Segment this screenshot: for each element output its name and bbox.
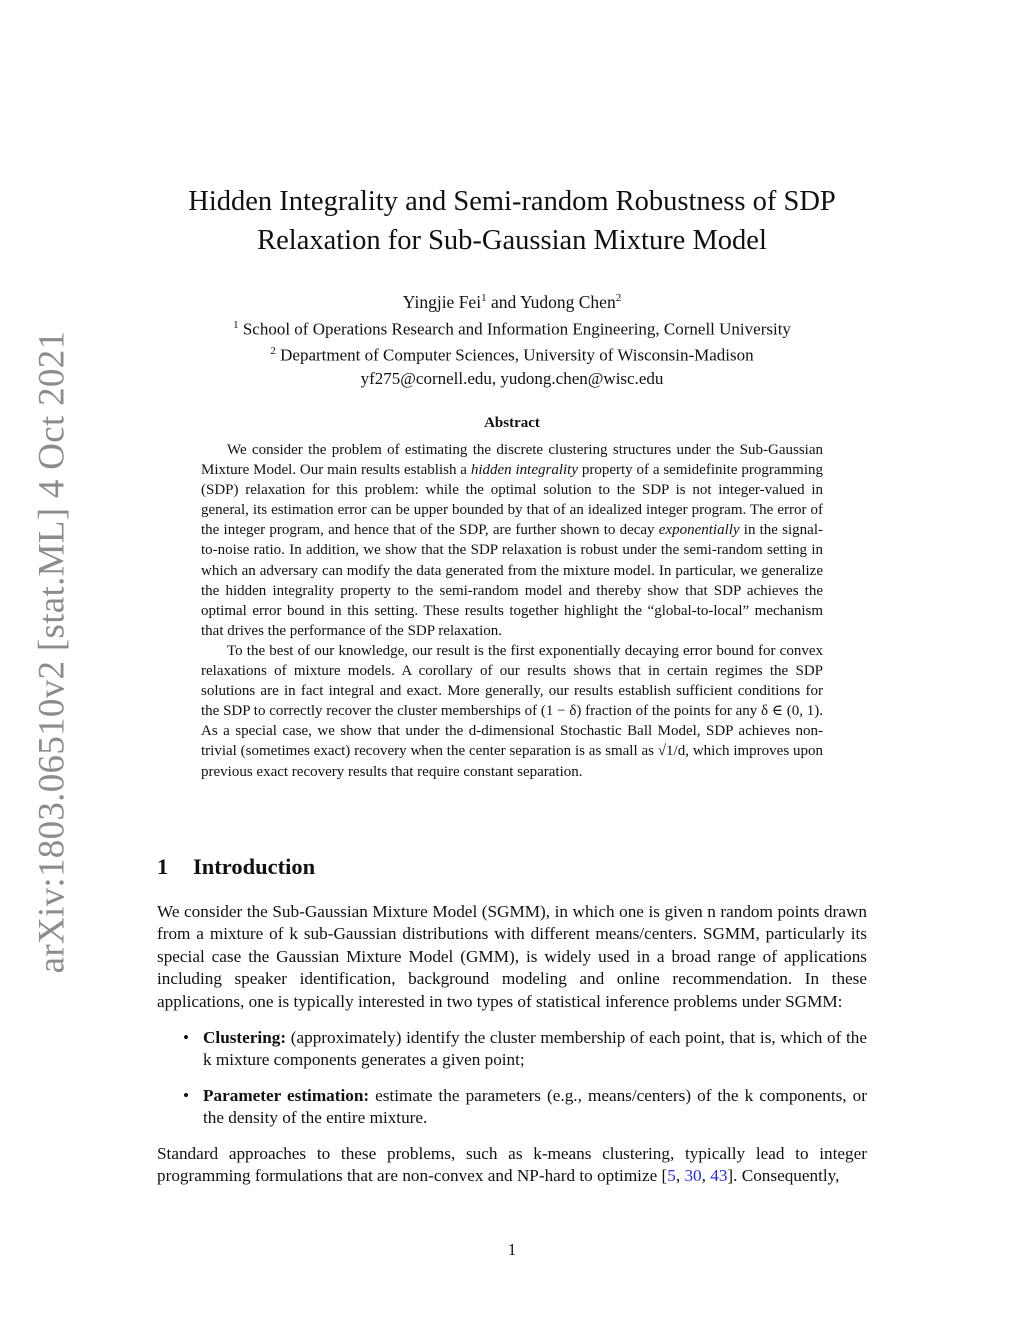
- abstract-heading: Abstract: [484, 415, 540, 431]
- list-item-label: Clustering:: [203, 1028, 287, 1048]
- section-heading: [157, 854, 315, 880]
- body-paragraph: We consider the Sub-Gaussian Mixture Model (SGMM), in which one is given n random points drawn from a mixture of k sub-Gaussian distributions with different means/centers. SGMM, particularly its special case the Gaussian Mixture Model (GMM), is widely used in a broad range of applications including speaker identification, background modeling and online recommendation. In these applications, one is typically interested in two types of statistical inference problems under SGMM:: [157, 902, 867, 1011]
- list-item: [157, 1027, 867, 1072]
- body-text: ]. Consequently,: [727, 1166, 840, 1186]
- citation-separator: ,: [701, 1166, 711, 1186]
- author-affiliation-mark: 2: [615, 292, 622, 304]
- body-text: Standard approaches to these problems, such as k-means clustering, typically lead to integer programming formulations that are non-convex and NP-hard to optimize [: [157, 1143, 867, 1186]
- citation-link[interactable]: 30: [684, 1166, 702, 1186]
- abstract-text: We consider the problem of estimating the discrete clustering structures under the Sub-Gaussian Mixture Model. Our main results establish a: [201, 442, 823, 479]
- section-number: 1: [157, 854, 169, 879]
- bullet-icon: •: [183, 1028, 190, 1048]
- page-number: 1: [507, 1240, 517, 1259]
- body-paragraph: [157, 1143, 867, 1188]
- abstract-text: in the signal-to-noise ratio. In addition, we show that the SDP relaxation is robust under the semi-random setting in which an adversary can modify the data generated from the mixture model. In particular, we generalize the hidden integrality property to the semi-random model and thereby show that SDP achieves the optimal error bound in this setting. These results together highlight the “global-to-local” mechanism that drives the performance of the SDP relaxation.: [201, 522, 823, 639]
- author-list: [150, 287, 874, 314]
- citation-link[interactable]: 43: [710, 1166, 728, 1186]
- introduction-body: [157, 901, 867, 1187]
- paper-header: [150, 182, 874, 390]
- title-line-1: Hidden Integrality and Semi-random Robustness of SDP: [188, 186, 836, 217]
- affiliation-text: Department of Computer Sciences, University of Wisconsin-Madison: [280, 346, 754, 366]
- affiliation-text: School of Operations Research and Information Engineering, Cornell University: [242, 319, 791, 339]
- abstract-paragraph: [201, 440, 823, 641]
- list-item: [157, 1085, 867, 1130]
- bullet-icon: •: [183, 1085, 190, 1105]
- section-title: Introduction: [193, 854, 316, 879]
- list-item-text: estimate the parameters (e.g., means/centers) of the k components, or the density of the entire mixture.: [203, 1085, 867, 1128]
- list-item-text: (approximately) identify the cluster membership of each point, that is, which of the k mixture components generates a given point;: [203, 1028, 867, 1070]
- abstract: [201, 415, 823, 782]
- abstract-emphasis: exponentially: [658, 522, 740, 539]
- author-name: Yingjie Fei: [402, 291, 482, 312]
- abstract-paragraph: To the best of our knowledge, our result is the first exponentially decaying error bound for convex relaxations of mixture models. A corollary of our results shows that in certain regimes the SDP solutions are in fact integral and exact. More generally, our results establish sufficient conditions for the SDP to correctly recover the cluster memberships of (1 − δ) fraction of the points for any δ ∈ (0, 1). As a special case, we show that under the d-dimensional Stochastic Ball Model, SDP achieves non-trivial (sometimes exact) recovery when the center separation is as small as √1/d, which improves upon previous exact recovery results that require constant separation.: [201, 642, 823, 780]
- citation-separator: ,: [675, 1166, 685, 1186]
- arxiv-identifier-stamp: arXiv:1803.06510v2 [stat.ML] 4 Oct 2021: [31, 330, 73, 974]
- affiliation: [150, 314, 874, 341]
- abstract-emphasis: hidden integrality: [470, 462, 578, 479]
- author-conjunction: and: [486, 291, 520, 312]
- affiliation-mark: 1: [233, 318, 239, 331]
- bullet-list: [157, 1027, 867, 1130]
- title-line-2: Relaxation for Sub-Gaussian Mixture Model: [257, 225, 767, 256]
- author-name: Yudong Chen: [519, 291, 616, 312]
- author-emails[interactable]: yf275@cornell.edu, yudong.chen@wisc.edu: [360, 369, 664, 389]
- author-affiliation-mark: 1: [481, 292, 487, 304]
- affiliation-mark: 2: [270, 345, 276, 358]
- affiliation: [150, 340, 874, 367]
- abstract-text: property of a semidefinite programming (SDP) relaxation for this problem: while the optimal solution to the SDP is not integer-valued in general, its estimation error can be upper bounded by that of an idealized integer program. The error of the integer program, and hence that of the SDP, are further shown to decay: [201, 462, 823, 539]
- paper-title: [150, 182, 874, 260]
- list-item-label: Parameter estimation:: [203, 1085, 370, 1105]
- citation-link[interactable]: 5: [667, 1166, 676, 1186]
